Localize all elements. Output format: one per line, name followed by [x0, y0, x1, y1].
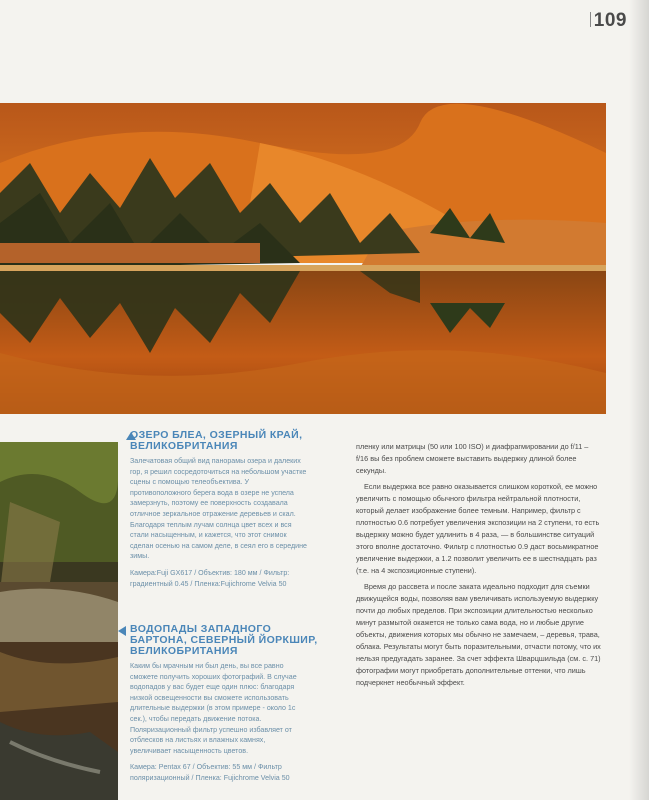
page-number-text: 109 — [593, 10, 627, 31]
hero-photo — [0, 103, 606, 414]
caption-tech: Камера: Pentax 67 / Объектив: 55 мм / Фильтр поляризационный / Пленка: Fujichrome Velvia 50 — [130, 763, 290, 782]
caption-text: Каким бы мрачным ни был день, вы все равно сможете получить хороших фотографий. В случае водопадов у вас будет еще один плюс: благодаря низкой освещенности вы сможете использовать длительные выдержки (в этом примере - около 1с сек.), чтобы передать движение потока. Поляризационный фильтр успешно избавляет от отблесков на листьях и влажных камнях, увеличивает насыщенность цветов. — [130, 662, 297, 755]
caption-waterfall — [120, 624, 320, 784]
paragraph: Если выдержка все равно оказывается слишком короткой, ее можно увеличить с помощью обычного фильтра нейтральной плотности, который делает изображение более темным. Например, фильтр с плотностью 0.6 потребует увеличения экспозиции на 2 ступени, то есть выдержку можно будет удлинить в 4 раза, — в большинстве ситуаций этого вполне достаточно. Фильтр с плотностью 0.9 даст восьмикратное увеличение выдержки, а 1.2 позволит увеличить ее в шестнадцать раз (т.е. на 4 экспозиционные ступени). — [356, 482, 600, 575]
triangle-left-icon — [118, 626, 126, 636]
caption-tech: Камера:Fuji GX617 / Объектив: 180 мм / Фильтр: градиентный 0.45 / Пленка:Fujichrome Velvia 50 — [130, 568, 290, 588]
caption-title: ВОДОПАДЫ ЗАПАДНОГО БАРТОНА, СЕВЕРНЫЙ ЙОРКШИР, ВЕЛИКОБРИТАНИЯ — [130, 623, 318, 657]
body-text — [356, 441, 602, 689]
caption-text: Залечатовая общий вид панорамы озера и далеких гор, я решил сосредоточиться на небольшом участке сцены с помощью телеобъектива. У противоположного берега вода в озере не успела замерзнуть, поэтому ее поверхность создавала отличное зеркальное отражение деревьев и скал. Благодаря теплым лучам солнца цвет всех и вся стали насыщенным, и кажется, что этот снимок сделан осенью на самом деле, в сеял его в середине зимы. — [130, 457, 307, 561]
triangle-up-icon — [126, 432, 136, 440]
caption-title: ОЗЕРО БЛЕА, ОЗЕРНЫЙ КРАЙ, ВЕЛИКОБРИТАНИЯ — [130, 429, 303, 452]
page-number — [590, 10, 627, 32]
paragraph: пленку или матрицы (50 или 100 ISO) и диафрагмировании до f/11 – f/16 вы без проблем сможете выставить выдержку длиной более секунды. — [356, 442, 589, 475]
waterfall-photo — [0, 442, 118, 800]
lake-reflection-image — [0, 103, 606, 414]
waterfall-image — [0, 442, 118, 800]
page-gutter-shadow — [629, 0, 649, 800]
paragraph: Время до рассвета и после заката идеально подходит для съемки движущейся воды, позволяя вам увеличивать используемую выдержку почти до любых пределов. При экспозиции длительностью несколько минут размытой окажется не только сама вода, но и любые другие объекты, движения которых мы обычно не замечаем, – деревья, трава, облака. Результаты могут быть поразительными, отчасти потому, что их нельзя предугадать заранее. За счет эффекта Шварцшильда (см. с. 71) фотографии могут приобретать дополнительные оттенки, что лишь подчеркнет необычный эффект. — [356, 582, 601, 687]
caption-blea-tarn — [120, 430, 320, 589]
